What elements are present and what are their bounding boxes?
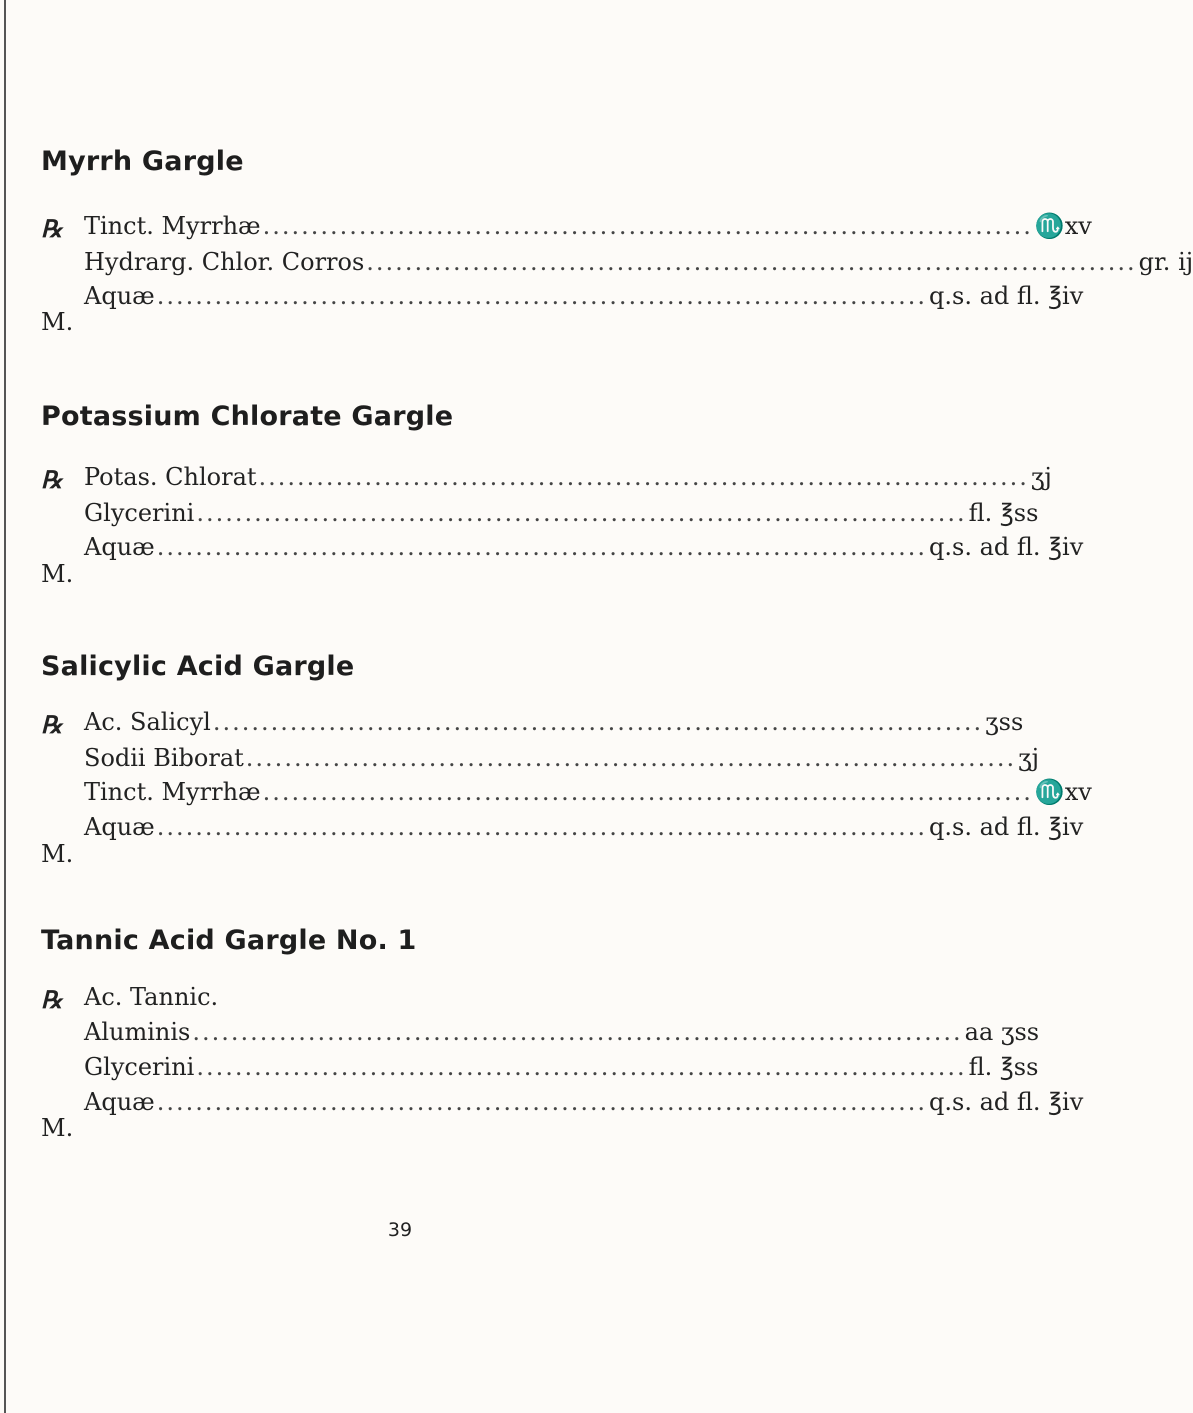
ingredient-line [84,212,1092,248]
ingredient-amount: q.s. ad fl. ℥iv [929,1088,1084,1116]
dot-leader: ................................................................................ [156,813,928,841]
ingredient-line [84,744,1040,780]
ingredient-amount: fl. ℥ss [968,1053,1039,1081]
ingredient-amount: ʒss [985,708,1024,736]
ingredient-amount: fl. ℥ss [968,499,1039,527]
mix-label: M. [41,840,74,868]
ingredient-name: Aquæ [84,1088,155,1116]
ingredient-name: Hydrarg. Chlor. Corros [84,248,365,276]
rx-symbol: ℞ [41,710,63,739]
dot-leader: ................................................................................ [212,708,984,736]
dot-leader: ................................................................................ [258,463,1029,491]
ingredient-name: Glycerini [84,499,195,527]
mix-label: M. [41,308,74,336]
ingredient-line [84,463,1052,499]
recipe-title: Myrrh Gargle [41,146,244,177]
ingredient-amount: q.s. ad fl. ℥iv [929,813,1084,841]
ingredient-name: Tinct. Myrrhæ [84,778,261,806]
ingredient-line [84,1088,1084,1124]
ingredient-amount: ʒj [1018,744,1040,772]
ingredient-name: Ac. Salicyl [84,708,211,736]
ingredient-line [84,708,1024,744]
ingredient-name: Glycerini [84,1053,195,1081]
ingredient-line [84,813,1084,849]
ingredient-amount: ♏xv [1034,212,1092,240]
rx-symbol: ℞ [41,985,63,1014]
page-number: 39 [387,1219,413,1241]
recipe-title: Potassium Chlorate Gargle [41,401,454,432]
rx-symbol: ℞ [41,465,63,494]
ingredient-name: Sodii Biborat [84,744,244,772]
ingredient-line [84,983,756,1019]
dot-leader: ................................................................................ [196,499,967,527]
ingredient-name: Potas. Chlorat [84,463,257,491]
page-edge-line [4,0,6,1413]
ingredient-line [84,248,1193,284]
ingredient-amount: ʒj [1030,463,1052,491]
dot-leader: ................................................................................ [156,1088,928,1116]
dot-leader: ................................................................................ [262,778,1033,806]
dot-leader: ................................................................................ [366,248,1137,276]
mix-label: M. [41,560,74,588]
ingredient-line [84,499,1039,535]
ingredient-amount: q.s. ad fl. ℥iv [929,282,1084,310]
ingredient-amount: aa ʒss [964,1018,1040,1046]
rx-symbol: ℞ [41,214,63,243]
ingredient-line [84,1018,1040,1054]
ingredient-line [84,778,1092,814]
dot-leader: ................................................................................ [245,744,1017,772]
ingredient-name: Ac. Tannic. [84,983,219,1011]
ingredient-name: Aquæ [84,282,155,310]
ingredient-line [84,533,1084,569]
ingredient-line [84,282,1084,318]
ingredient-amount: ♏xv [1034,778,1092,806]
recipe-title: Tannic Acid Gargle No. 1 [41,925,417,956]
recipe-title: Salicylic Acid Gargle [41,651,355,682]
ingredient-name: Aluminis [84,1018,191,1046]
ingredient-line [84,1053,1039,1089]
ingredient-name: Aquæ [84,813,155,841]
dot-leader: ................................................................................ [196,1053,967,1081]
mix-label: M. [41,1114,74,1142]
ingredient-name: Aquæ [84,533,155,561]
ingredient-name: Tinct. Myrrhæ [84,212,261,240]
dot-leader: ................................................................................ [192,1018,963,1046]
dot-leader: ................................................................................ [156,533,928,561]
ingredient-amount: gr. ij [1138,248,1193,276]
dot-leader: ................................................................................ [156,282,928,310]
dot-leader: ................................................................................ [262,212,1033,240]
ingredient-amount: q.s. ad fl. ℥iv [929,533,1084,561]
